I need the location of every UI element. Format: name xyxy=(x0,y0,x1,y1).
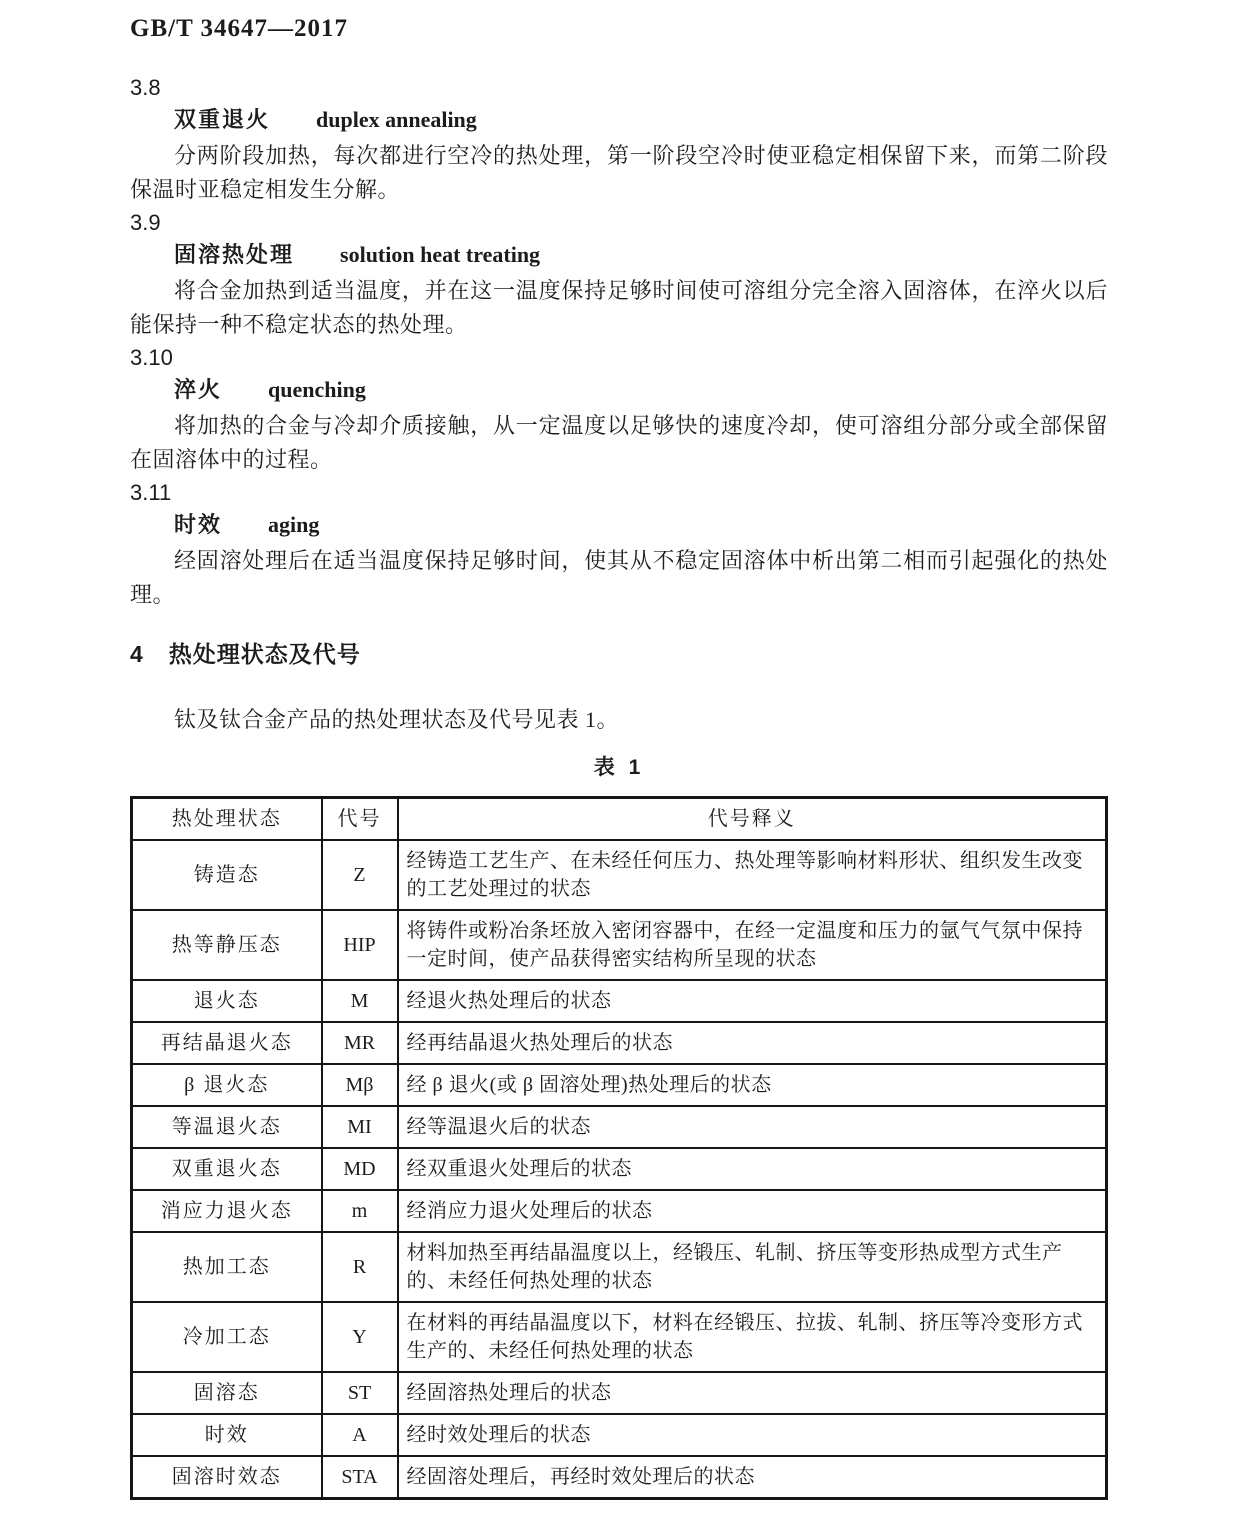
term-chinese: 固溶热处理 xyxy=(174,242,295,267)
table-row xyxy=(132,1232,1107,1302)
table-row xyxy=(132,1148,1107,1190)
term-english: duplex annealing xyxy=(316,107,477,132)
cell-state: β 退火态 xyxy=(132,1064,322,1106)
standard-code: GB/T 34647—2017 xyxy=(130,15,349,42)
cell-code: HIP xyxy=(322,910,398,980)
term-definition: 经固溶处理后在适当温度保持足够时间，使其从不稳定固溶体中析出第二相而引起强化的热处理。 xyxy=(130,548,1108,607)
table-row xyxy=(132,1456,1107,1499)
cell-meaning: 经再结晶退火热处理后的状态 xyxy=(398,1022,1107,1064)
cell-state: 铸造态 xyxy=(132,840,322,910)
cell-code: R xyxy=(322,1232,398,1302)
clause-3-11 xyxy=(130,477,1108,612)
cell-code: STA xyxy=(322,1456,398,1499)
cell-code: MD xyxy=(322,1148,398,1190)
cell-code: M xyxy=(322,980,398,1022)
cell-state: 时效 xyxy=(132,1414,322,1456)
term-line xyxy=(130,104,1108,139)
cell-state: 退火态 xyxy=(132,980,322,1022)
clause-number: 3.11 xyxy=(130,480,172,505)
term-definition: 将加热的合金与冷却介质接触，从一定温度以足够快的速度冷却，使可溶组分部分或全部保留在固溶体中的过程。 xyxy=(130,413,1108,472)
cell-meaning: 经双重退火处理后的状态 xyxy=(398,1148,1107,1190)
cell-state: 消应力退火态 xyxy=(132,1190,322,1232)
cell-state: 固溶时效态 xyxy=(132,1456,322,1499)
cell-code: ST xyxy=(322,1372,398,1414)
term-chinese: 双重退火 xyxy=(174,107,271,132)
header-state: 热处理状态 xyxy=(132,798,322,841)
cell-state: 热加工态 xyxy=(132,1232,322,1302)
cell-meaning: 材料加热至再结晶温度以上，经锻压、轧制、挤压等变形热成型方式生产的、未经任何热处理的状态 xyxy=(398,1232,1107,1302)
table-row xyxy=(132,1190,1107,1232)
term-english: solution heat treating xyxy=(340,242,541,267)
section-4-number: 4 xyxy=(130,641,143,667)
table-header-row xyxy=(132,798,1107,841)
header-code: 代号 xyxy=(322,798,398,841)
cell-meaning: 经铸造工艺生产、在未经任何压力、热处理等影响材料形状、组织发生改变的工艺处理过的状态 xyxy=(398,840,1107,910)
clause-number: 3.8 xyxy=(130,75,161,100)
table-row xyxy=(132,1372,1107,1414)
cell-meaning: 经退火热处理后的状态 xyxy=(398,980,1107,1022)
cell-state: 热等静压态 xyxy=(132,910,322,980)
cell-state: 固溶态 xyxy=(132,1372,322,1414)
cell-meaning: 经消应力退火处理后的状态 xyxy=(398,1190,1107,1232)
cell-code: m xyxy=(322,1190,398,1232)
cell-code: A xyxy=(322,1414,398,1456)
term-chinese: 时效 xyxy=(174,512,223,537)
cell-code: Z xyxy=(322,840,398,910)
cell-meaning: 在材料的再结晶温度以下，材料在经锻压、拉拔、轧制、挤压等冷变形方式生产的、未经任何热处理的状态 xyxy=(398,1302,1107,1372)
clause-3-10 xyxy=(130,342,1108,477)
section-4-intro: 钛及钛合金产品的热处理状态及代号见表 1。 xyxy=(174,707,620,732)
term-definition: 将合金加热到适当温度，并在这一温度保持足够时间使可溶组分完全溶入固溶体，在淬火以后能保持一种不稳定状态的热处理。 xyxy=(130,278,1108,337)
cell-meaning: 经固溶处理后，再经时效处理后的状态 xyxy=(398,1456,1107,1499)
clause-number: 3.9 xyxy=(130,210,161,235)
section-4-title: 热处理状态及代号 xyxy=(168,641,361,667)
section-4-heading xyxy=(130,638,1108,670)
table-row xyxy=(132,1064,1107,1106)
terms-section xyxy=(130,72,1108,612)
table-row xyxy=(132,840,1107,910)
header-meaning: 代号释义 xyxy=(398,798,1107,841)
term-english: aging xyxy=(268,512,320,537)
term-english: quenching xyxy=(268,377,366,402)
cell-state: 等温退火态 xyxy=(132,1106,322,1148)
term-line xyxy=(130,509,1108,544)
cell-meaning: 经时效处理后的状态 xyxy=(398,1414,1107,1456)
table-row xyxy=(132,1022,1107,1064)
term-line xyxy=(130,239,1108,274)
term-line xyxy=(130,374,1108,409)
clause-number: 3.10 xyxy=(130,345,173,370)
cell-code: Mβ xyxy=(322,1064,398,1106)
cell-state: 冷加工态 xyxy=(132,1302,322,1372)
cell-meaning: 经 β 退火(或 β 固溶处理)热处理后的状态 xyxy=(398,1064,1107,1106)
heat-treatment-codes-table xyxy=(130,796,1108,1500)
table-caption: 表 1 xyxy=(593,756,645,779)
table-row xyxy=(132,910,1107,980)
table-row xyxy=(132,1302,1107,1372)
cell-state: 再结晶退火态 xyxy=(132,1022,322,1064)
cell-code: Y xyxy=(322,1302,398,1372)
cell-meaning: 将铸件或粉冶条坯放入密闭容器中，在经一定温度和压力的氩气气氛中保持一定时间，使产品获得密实结构所呈现的状态 xyxy=(398,910,1107,980)
clause-3-9 xyxy=(130,207,1108,342)
cell-state: 双重退火态 xyxy=(132,1148,322,1190)
cell-meaning: 经等温退火后的状态 xyxy=(398,1106,1107,1148)
table-row xyxy=(132,1414,1107,1456)
term-chinese: 淬火 xyxy=(174,377,223,402)
term-definition: 分两阶段加热，每次都进行空冷的热处理，第一阶段空冷时使亚稳定相保留下来，而第二阶段保温时亚稳定相发生分解。 xyxy=(130,143,1108,202)
cell-meaning: 经固溶热处理后的状态 xyxy=(398,1372,1107,1414)
clause-3-8 xyxy=(130,72,1108,207)
table-row xyxy=(132,1106,1107,1148)
cell-code: MI xyxy=(322,1106,398,1148)
table-row xyxy=(132,980,1107,1022)
cell-code: MR xyxy=(322,1022,398,1064)
